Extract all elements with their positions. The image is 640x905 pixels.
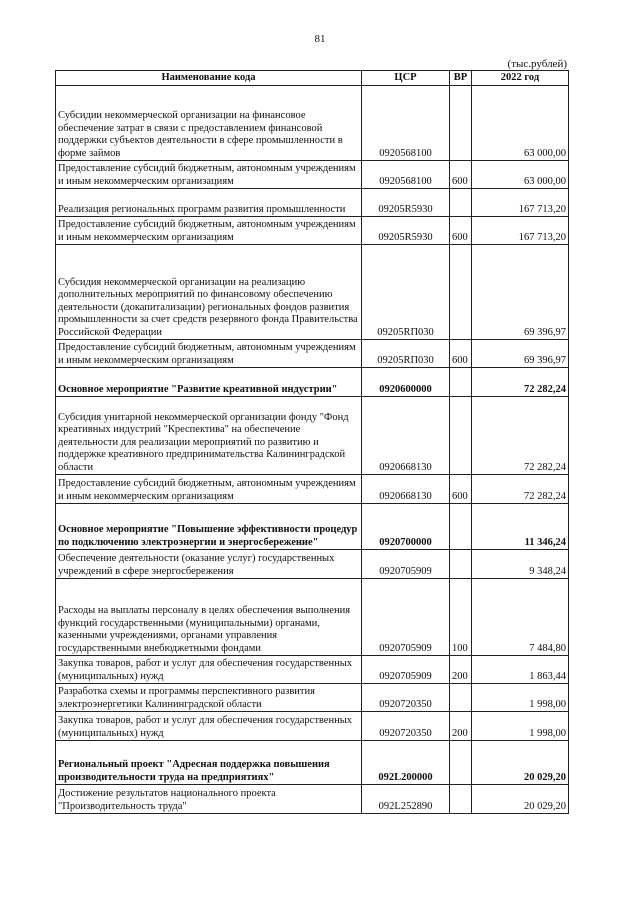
row-csr: 0920705909 bbox=[362, 550, 450, 579]
row-name: Субсидия унитарной некоммерческой организации фонду "Фонд креативных индустрий "Креспектива" на обеспечение деятельности для реализации мероприятий по развитию и поддержке креативного предпринимательства Калининградской области bbox=[56, 397, 362, 475]
table-row bbox=[56, 712, 569, 741]
row-name: Предоставление субсидий бюджетным, автономным учреждениям и иным некоммерческим организациям bbox=[56, 340, 362, 368]
row-name: Обеспечение деятельности (оказание услуг) государственных учреждений в сфере энергосбережения bbox=[56, 550, 362, 579]
row-csr: 0920705909 bbox=[362, 579, 450, 656]
row-vr: 200 bbox=[450, 712, 472, 741]
table-row bbox=[56, 475, 569, 504]
row-vr bbox=[450, 189, 472, 217]
row-amount: 72 282,24 bbox=[472, 397, 569, 475]
row-name: Предоставление субсидий бюджетным, автономным учреждениям и иным некоммерческим организациям bbox=[56, 475, 362, 504]
row-vr: 600 bbox=[450, 161, 472, 189]
row-vr: 100 bbox=[450, 579, 472, 656]
row-vr bbox=[450, 504, 472, 550]
row-amount: 20 029,20 bbox=[472, 741, 569, 785]
row-amount: 1 863,44 bbox=[472, 656, 569, 684]
row-vr: 200 bbox=[450, 656, 472, 684]
row-amount: 72 282,24 bbox=[472, 475, 569, 504]
units-label: (тыс.рублей) bbox=[507, 58, 567, 70]
header-csr: ЦСР bbox=[362, 71, 450, 86]
row-csr: 09205R5930 bbox=[362, 217, 450, 245]
table-row bbox=[56, 217, 569, 245]
row-vr bbox=[450, 368, 472, 397]
row-csr: 0920720350 bbox=[362, 684, 450, 712]
row-name: Разработка схемы и программы перспективного развития электроэнергетики Калининградской области bbox=[56, 684, 362, 712]
table-row bbox=[56, 785, 569, 814]
row-csr: 0920705909 bbox=[362, 656, 450, 684]
table-row bbox=[56, 579, 569, 656]
row-name: Основное мероприятие "Повышение эффективности процедур по подключению электроэнергии и энергосбережение" bbox=[56, 504, 362, 550]
budget-table bbox=[55, 70, 569, 814]
row-csr: 0920568100 bbox=[362, 86, 450, 161]
row-name: Закупка товаров, работ и услуг для обеспечения государственных (муниципальных) нужд bbox=[56, 656, 362, 684]
row-amount: 69 396,97 bbox=[472, 340, 569, 368]
row-amount: 72 282,24 bbox=[472, 368, 569, 397]
row-amount: 167 713,20 bbox=[472, 189, 569, 217]
header-amount: 2022 год bbox=[472, 71, 569, 86]
row-csr: 09205R5930 bbox=[362, 189, 450, 217]
row-name: Основное мероприятие "Развитие креативной индустрии" bbox=[56, 368, 362, 397]
row-amount: 63 000,00 bbox=[472, 161, 569, 189]
table-row bbox=[56, 656, 569, 684]
row-csr: 09205RП030 bbox=[362, 245, 450, 340]
row-amount: 11 346,24 bbox=[472, 504, 569, 550]
row-name: Предоставление субсидий бюджетным, автономным учреждениям и иным некоммерческим организациям bbox=[56, 161, 362, 189]
row-vr bbox=[450, 86, 472, 161]
table-row bbox=[56, 340, 569, 368]
row-name: Региональный проект "Адресная поддержка повышения производительности труда на предприятиях" bbox=[56, 741, 362, 785]
row-csr: 09205RП030 bbox=[362, 340, 450, 368]
row-csr: 0920568100 bbox=[362, 161, 450, 189]
row-vr: 600 bbox=[450, 340, 472, 368]
table-row bbox=[56, 741, 569, 785]
row-vr bbox=[450, 550, 472, 579]
row-csr: 0920668130 bbox=[362, 475, 450, 504]
row-vr bbox=[450, 684, 472, 712]
row-name: Достижение результатов национального проекта "Производительность труда" bbox=[56, 785, 362, 814]
row-vr: 600 bbox=[450, 475, 472, 504]
table-row bbox=[56, 397, 569, 475]
header-vr: ВР bbox=[450, 71, 472, 86]
table-row bbox=[56, 550, 569, 579]
row-amount: 1 998,00 bbox=[472, 712, 569, 741]
row-amount: 69 396,97 bbox=[472, 245, 569, 340]
row-amount: 7 484,80 bbox=[472, 579, 569, 656]
row-csr: 0920668130 bbox=[362, 397, 450, 475]
row-vr bbox=[450, 741, 472, 785]
row-amount: 167 713,20 bbox=[472, 217, 569, 245]
table-row bbox=[56, 161, 569, 189]
table-row bbox=[56, 86, 569, 161]
row-name: Закупка товаров, работ и услуг для обеспечения государственных (муниципальных) нужд bbox=[56, 712, 362, 741]
row-csr: 0920700000 bbox=[362, 504, 450, 550]
row-vr bbox=[450, 785, 472, 814]
row-amount: 1 998,00 bbox=[472, 684, 569, 712]
row-amount: 9 348,24 bbox=[472, 550, 569, 579]
table-row bbox=[56, 189, 569, 217]
table-row bbox=[56, 684, 569, 712]
table-row bbox=[56, 368, 569, 397]
row-amount: 63 000,00 bbox=[472, 86, 569, 161]
row-vr: 600 bbox=[450, 217, 472, 245]
row-csr: 092L200000 bbox=[362, 741, 450, 785]
header-name: Наименование кода bbox=[56, 71, 362, 86]
table-row bbox=[56, 245, 569, 340]
page-number: 81 bbox=[314, 33, 326, 45]
row-name: Расходы на выплаты персоналу в целях обеспечения выполнения функций государственными (муниципальными) органами, казенными учреждениями, органами управления государственными внебюджетными фондами bbox=[56, 579, 362, 656]
row-name: Субсидия некоммерческой организации на реализацию дополнительных мероприятий по финансовому обеспечению деятельности (докапитализации) региональных фондов развития промышленности за счет средств резервного фонда Правительства Российской Федерации bbox=[56, 245, 362, 340]
row-csr: 0920600000 bbox=[362, 368, 450, 397]
row-csr: 0920720350 bbox=[362, 712, 450, 741]
row-vr bbox=[450, 397, 472, 475]
table-row bbox=[56, 504, 569, 550]
table-header-row bbox=[56, 71, 569, 86]
row-name: Субсидии некоммерческой организации на финансовое обеспечение затрат в связи с предоставлением финансовой поддержки субъектов деятельности в сфере промышленности в форме займов bbox=[56, 86, 362, 161]
row-vr bbox=[450, 245, 472, 340]
row-name: Предоставление субсидий бюджетным, автономным учреждениям и иным некоммерческим организациям bbox=[56, 217, 362, 245]
row-csr: 092L252890 bbox=[362, 785, 450, 814]
row-name: Реализация региональных программ развития промышленности bbox=[56, 189, 362, 217]
row-amount: 20 029,20 bbox=[472, 785, 569, 814]
